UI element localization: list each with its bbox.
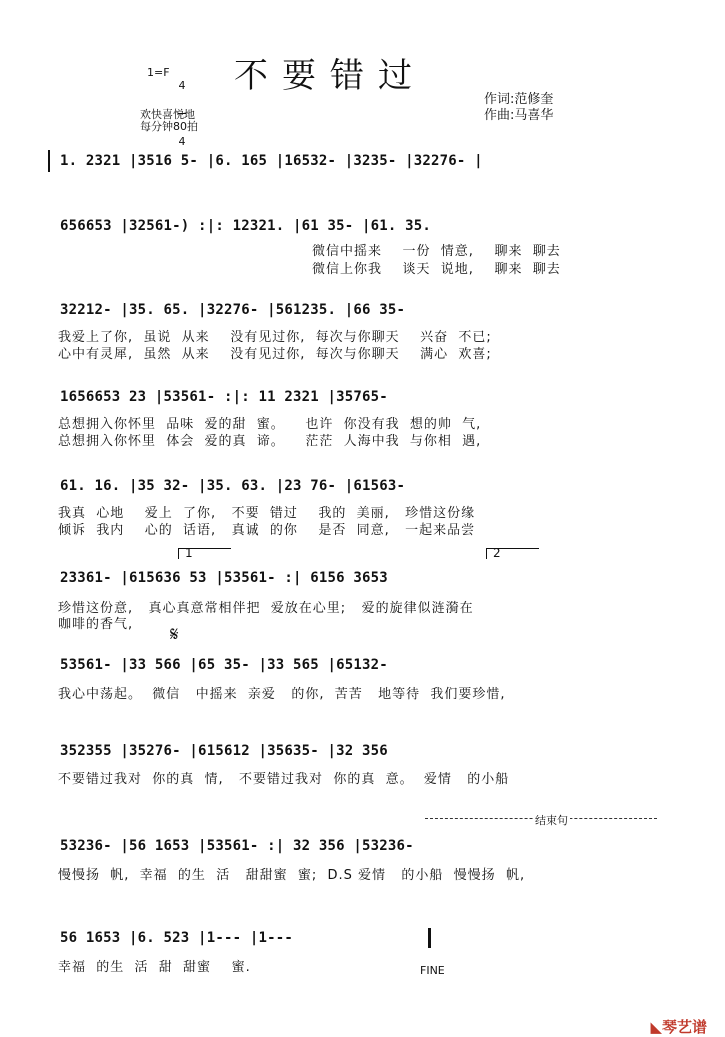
lyrics-system-2-verse-2: 微信上你我 谈天 说地, 聊来 聊去 <box>312 262 561 277</box>
volta-number-2: 2 <box>493 546 501 560</box>
lyricist-credit: 作词:范修奎 <box>484 92 554 107</box>
final-barline <box>428 928 431 948</box>
fine-marking: FINE <box>420 964 445 977</box>
notes-system-2: 656653 |32561-) :|: 12321. |61 35- |61. 35. <box>60 218 432 234</box>
watermark-text: 琴艺谱 <box>662 1018 708 1036</box>
mood-marking: 欢快喜悦地 <box>140 108 195 121</box>
notes-system-1: 1. 2321 |3516 5- |6. 165 |16532- |3235- |32276- | <box>60 153 483 169</box>
lyrics-system-5-verse-2: 倾诉 我内 心的 话语, 真诚 的你 是否 同意, 一起来品尝 <box>58 523 476 538</box>
lyrics-system-4-verse-2: 总想拥入你怀里 体会 爱的真 谛。 茫茫 人海中我 与你相 遇, <box>58 434 482 449</box>
lyrics-system-3-verse-1: 我爱上了你, 虽说 从来 没有见过你, 每次与你聊天 兴奋 不已; <box>58 330 492 345</box>
notes-system-8: 352355 |35276- |615612 |35635- |32 356 <box>60 743 388 759</box>
tempo-marking: 每分钟80拍 <box>140 120 198 133</box>
notes-system-9: 53236- |56 1653 |53561- :| 32 356 |53236- <box>60 838 414 854</box>
notes-system-6: 23361- |615636 53 |53561- :| 6156 3653 <box>60 570 388 586</box>
lyrics-system-5-verse-1: 我真 心地 爱上 了你, 不要 错过 我的 美丽, 珍惜这份缘 <box>58 506 476 521</box>
coda-label: 结束句 <box>535 814 568 827</box>
key-signature: 1=F <box>147 66 170 79</box>
segno-icon: 𝄋 <box>170 622 179 646</box>
lyrics-system-4-verse-1: 总想拥入你怀里 品味 爱的甜 蜜。 也许 你没有我 想的帅 气, <box>58 417 482 432</box>
lyrics-system-10: 幸福 的生 活 甜 甜蜜 蜜. <box>58 960 251 975</box>
watermark-icon: ◣ <box>650 1018 662 1036</box>
notes-system-5: 61. 16. |35 32- |35. 63. |23 76- |61563- <box>60 478 406 494</box>
notes-system-3: 32212- |35. 65. |32276- |561235. |66 35- <box>60 302 406 318</box>
song-title: 不要错过 <box>234 56 426 96</box>
notes-system-7: 53561- |33 566 |65 35- |33 565 |65132- <box>60 657 388 673</box>
lyrics-system-8: 不要错过我对 你的真 情, 不要错过我对 你的真 意。 爱情 的小船 <box>58 772 510 787</box>
time-sig-bottom: 4 <box>178 135 186 148</box>
lyrics-system-9: 慢慢扬 帆, 幸福 的生 活 甜甜蜜 蜜; D.S 爱情 的小船 慢慢扬 帆, <box>58 868 526 883</box>
notes-system-10: 56 1653 |6. 523 |1--- |1--- <box>60 930 293 946</box>
watermark-logo <box>640 998 707 1037</box>
start-barline <box>48 150 50 172</box>
volta-number-1: 1 <box>185 546 193 560</box>
lyrics-system-7: 我心中荡起。 微信 中摇来 亲爱 的你, 苦苦 地等待 我们要珍惜, <box>58 687 506 702</box>
lyrics-system-3-verse-2: 心中有灵犀, 虽然 从来 没有见过你, 每次与你聊天 满心 欢喜; <box>58 347 492 362</box>
time-sig-top: 4 <box>178 79 186 92</box>
composer-credit: 作曲:马喜华 <box>484 108 554 123</box>
lyrics-system-2-verse-1: 微信中摇来 一份 情意, 聊来 聊去 <box>312 244 561 259</box>
lyrics-system-6-verse-2: 咖啡的香气, <box>58 617 134 632</box>
lyrics-system-6-verse-1: 珍惜这份意, 真心真意常相伴把 爱放在心里; 爱的旋律似涟漪在 <box>58 601 474 616</box>
notes-system-4: 1656653 23 |53561- :|: 11 2321 |35765- <box>60 389 388 405</box>
